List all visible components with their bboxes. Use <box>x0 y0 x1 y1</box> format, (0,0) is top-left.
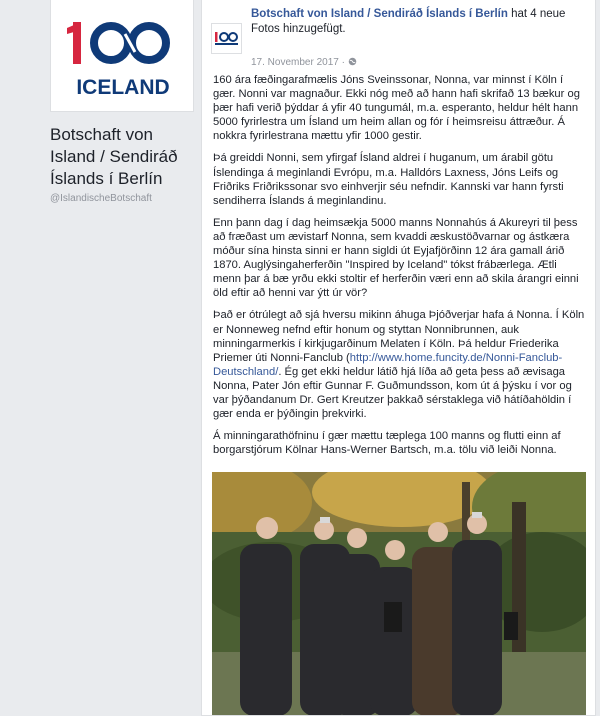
post-photo[interactable] <box>212 472 586 716</box>
post-author-line <box>251 7 581 37</box>
post-paragraph-2: Þá greiddi Nonni, sem yfirgaf Ísland aldrei í huganum, um árabil götu Íslendinga á meginlandi Evrópu, m.a. Halldórs Laxness, Jóns Leifs og Friðriks Friðrikssonar svo einhverjir séu nefndir. Kannski var hann fyrsti sendiherra Íslands á meginlandinu. <box>213 152 564 207</box>
paragraph-4-text-b: . Ég get ekki heldur látið hjá líða að geta þess að ævisaga Nonna, Pater Jón eftir Gunnar F. Guðmundsson, kom út á þýsku í vor og var þýðandanum Dr. Gert Kreutzer þakkað sérstaklega við hátíðahöldin í gær enda er þýðingin þrekvirki. <box>213 365 572 421</box>
post-header <box>211 5 586 68</box>
iceland-100-logo-small <box>214 31 240 46</box>
post-timestamp[interactable] <box>251 57 357 68</box>
feed-post <box>201 0 596 716</box>
logo-wordmark: ICELAND <box>76 76 170 98</box>
svg-text:100: 100 <box>65 18 67 19</box>
page-name[interactable]: Botschaft von Island / Sendiráð Íslands í Berlín <box>50 125 178 188</box>
page-sidebar <box>0 0 200 716</box>
post-paragraph-5: Á minningarathöfninu í gær mættu tæplega 100 manns og flutti einn af borgarstjórum Kölnar Hans-Werner Bartsch, m.a. tölu við leiði Nonna. <box>213 430 561 457</box>
group-photo-illustration <box>212 472 586 716</box>
post-paragraph-3: Enn þann dag í dag heimsækja 5000 manns Nonnahús á Akureyri til þess að fræðast um ævistarf Nonna, sem kvaddi æskustöðvarnar og ástkæra móður sína hinsta sinni er hann sigldi út Eyjafjörðinn 12 ára gamall árið 1870. Auglýsingaherferðin "Inspired by Iceland" tókst frábærlega. Ætli menn þar á bæ yrðu ekki stoltir ef herferðin væri enn að skila árangri einni öld eftir að henni var ýtt úr vör? <box>213 216 579 300</box>
post-paragraph-1: 160 ára fæðingarafmælis Jóns Sveinssonar, Nonna, var minnst í Köln í gær. Nonni var magnaður. Ekki nóg með að hann hafi skrifað 13 bækur og þær hafi verið þýddar á yfir 40 tungumál, m.a. esperanto, heldur hélt hann 5000 fyrirlestra um Ísland um heim allan og fór í heimsreisu áttræður. Á nokkra fyrirlestrana mættu yfir 1000 gestir. <box>213 74 580 143</box>
author-avatar[interactable] <box>211 23 242 54</box>
post-text <box>213 73 587 465</box>
iceland-100-logo <box>63 14 183 98</box>
page-profile-logo[interactable] <box>50 0 194 112</box>
globe-icon <box>348 57 357 66</box>
post-author-link[interactable]: Botschaft von Island / Sendiráð Íslands í Berlín <box>251 8 508 20</box>
post-date[interactable]: 17. November 2017 · <box>251 57 348 68</box>
page-handle[interactable]: @IslandischeBotschaft <box>50 193 152 204</box>
paragraph-4-text-a: Það er ótrúlegt að sjá hversu mikinn áhuga Þjóðverjar hafa á Nonna. Í Köln er Nonneweg nefnd eftir honum og styttan Nonnibrunnen, auk minningarmerkis í kirkjugarðinum Melaten í Köln. Þá heldur Friederika Priemer úti Nonni-Fanclub ( <box>213 309 585 364</box>
post-action-text: hat 4 neue Fotos hinzugefügt. <box>251 8 566 35</box>
post-paragraph-4 <box>213 308 587 421</box>
fanclub-link[interactable]: http://www.home.funcity.de/Nonni-Fanclub-Deutschland/ <box>213 351 563 378</box>
